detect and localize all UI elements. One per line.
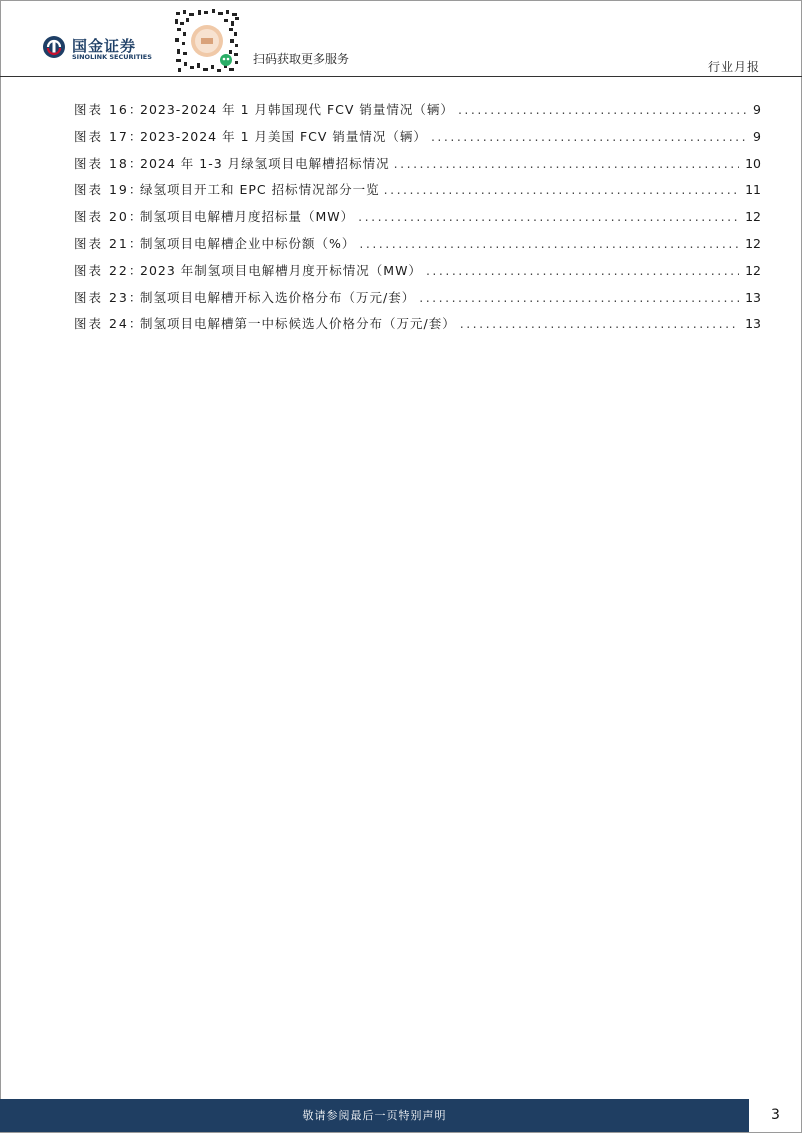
toc-figure-label: 图表 23：	[74, 289, 144, 305]
toc-figure-label: 图表 18：	[74, 155, 144, 171]
footer-disclaimer: 敬请参阅最后一页特别声明	[302, 1109, 447, 1122]
toc-page-number: 12	[745, 262, 761, 278]
toc-figure-label: 图表 17：	[74, 128, 144, 144]
toc-dot-leader	[458, 102, 747, 117]
report-type-label: 行业月报	[707, 60, 760, 74]
toc-dot-leader	[460, 316, 739, 331]
logo-chinese-name: 国金证券	[72, 37, 137, 55]
toc-entry-22[interactable]	[74, 261, 761, 288]
toc-entry-24[interactable]	[74, 314, 761, 341]
toc-page-number: 9	[753, 102, 761, 117]
toc-figure-label: 图表 22：	[74, 262, 144, 278]
toc-entry-23[interactable]	[74, 288, 761, 315]
toc-dot-leader	[358, 209, 739, 224]
toc-page-number: 12	[745, 209, 761, 225]
toc-dot-leader	[384, 182, 739, 197]
toc-entry-17[interactable]	[74, 127, 761, 154]
toc-dot-leader	[426, 263, 739, 278]
page-number: 3	[771, 1107, 780, 1123]
toc-figure-label: 图表 19：	[74, 182, 144, 198]
toc-entry-20[interactable]	[74, 207, 761, 234]
toc-entry-16[interactable]	[74, 100, 761, 127]
toc-figure-title: 制氢项目电解槽第一中标候选人价格分布（万元/套）	[140, 316, 456, 332]
logo-english-name: SINOLINK SECURITIES	[72, 53, 152, 61]
company-logo	[42, 35, 160, 63]
toc-figure-title: 2024 年 1-3 月绿氢项目电解槽招标情况	[140, 155, 390, 171]
toc-page-number: 9	[753, 128, 761, 144]
toc-figure-title: 制氢项目电解槽开标入选价格分布（万元/套）	[140, 289, 416, 305]
toc-entry-18[interactable]	[74, 154, 761, 181]
page-header	[0, 0, 802, 78]
toc-dot-leader	[394, 156, 739, 171]
toc-figure-label: 图表 20：	[74, 209, 144, 225]
footer-bar	[0, 1099, 749, 1132]
toc-figure-title: 制氢项目电解槽企业中标份额（%）	[140, 235, 356, 251]
toc-figure-title: 2023-2024 年 1 月韩国现代 FCV 销量情况（辆）	[140, 102, 454, 117]
toc-dot-leader	[419, 290, 739, 305]
toc-entry-19[interactable]	[74, 180, 761, 207]
toc-figure-title: 2023 年制氢项目电解槽月度开标情况（MW）	[140, 262, 422, 278]
toc-dot-leader	[359, 236, 739, 251]
toc-figure-title: 制氢项目电解槽月度招标量（MW）	[140, 209, 355, 225]
header-divider	[0, 76, 802, 77]
toc-figure-title: 绿氢项目开工和 EPC 招标情况部分一览	[140, 182, 380, 198]
qr-code-icon[interactable]	[174, 8, 240, 74]
toc-figure-label: 图表 24：	[74, 316, 144, 332]
figure-index-list	[74, 100, 761, 341]
toc-page-number: 13	[745, 289, 761, 305]
qr-code-label: 扫码获取更多服务	[253, 52, 350, 66]
toc-entry-21[interactable]	[74, 234, 761, 261]
toc-dot-leader	[431, 129, 747, 144]
toc-figure-title: 2023-2024 年 1 月美国 FCV 销量情况（辆）	[140, 128, 427, 144]
toc-figure-label: 图表 16：	[74, 102, 144, 117]
toc-page-number: 12	[745, 235, 761, 251]
toc-page-number: 13	[745, 316, 761, 332]
toc-page-number: 11	[745, 182, 761, 198]
toc-figure-label: 图表 21：	[74, 235, 144, 251]
toc-page-number: 10	[745, 155, 761, 171]
logo-mark-icon	[42, 35, 66, 59]
